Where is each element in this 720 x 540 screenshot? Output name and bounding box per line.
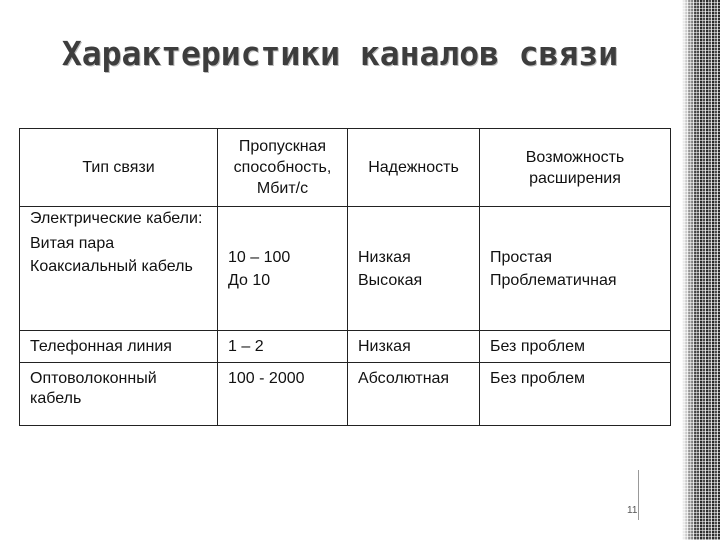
table-row [20, 331, 671, 363]
cell-reliability: Абсолютная [348, 363, 480, 426]
reliability-value: Низкая [358, 248, 411, 266]
cell-type [20, 207, 218, 331]
table-row [20, 363, 671, 426]
table-header-row [20, 129, 671, 207]
bandwidth-value: До 10 [228, 271, 271, 289]
header-bandwidth: Пропускная способность, Мбит/с [218, 129, 348, 207]
type-group-label: Электрические кабели: [30, 210, 203, 227]
cell-bandwidth: 1 – 2 [218, 331, 348, 363]
expansion-value: Простая [490, 248, 553, 266]
cell-bandwidth [218, 207, 348, 331]
expansion-value: Проблематичная [490, 271, 617, 289]
channels-table [19, 128, 671, 426]
slide-title: Характеристики каналов связи [61, 34, 619, 73]
header-type: Тип связи [20, 129, 218, 207]
decorative-border [682, 0, 720, 540]
cell-expansion: Без проблем [480, 363, 671, 426]
header-reliability: Надежность [348, 129, 480, 207]
cell-expansion [480, 207, 671, 331]
cell-reliability: Низкая [348, 331, 480, 363]
type-line: Витая пара [30, 235, 115, 252]
cell-bandwidth: 100 - 2000 [218, 363, 348, 426]
page-number: 11 [627, 505, 638, 516]
reliability-value: Высокая [358, 271, 423, 289]
table-row [20, 207, 671, 331]
page-divider [638, 470, 639, 520]
cell-reliability [348, 207, 480, 331]
type-line: Коаксиальный кабель [30, 258, 193, 275]
header-expansion: Возможность расширения [480, 129, 671, 207]
cell-type: Телефонная линия [20, 331, 218, 363]
bandwidth-value: 10 – 100 [228, 248, 291, 266]
cell-type: Оптоволоконный кабель [20, 363, 218, 426]
cell-expansion: Без проблем [480, 331, 671, 363]
